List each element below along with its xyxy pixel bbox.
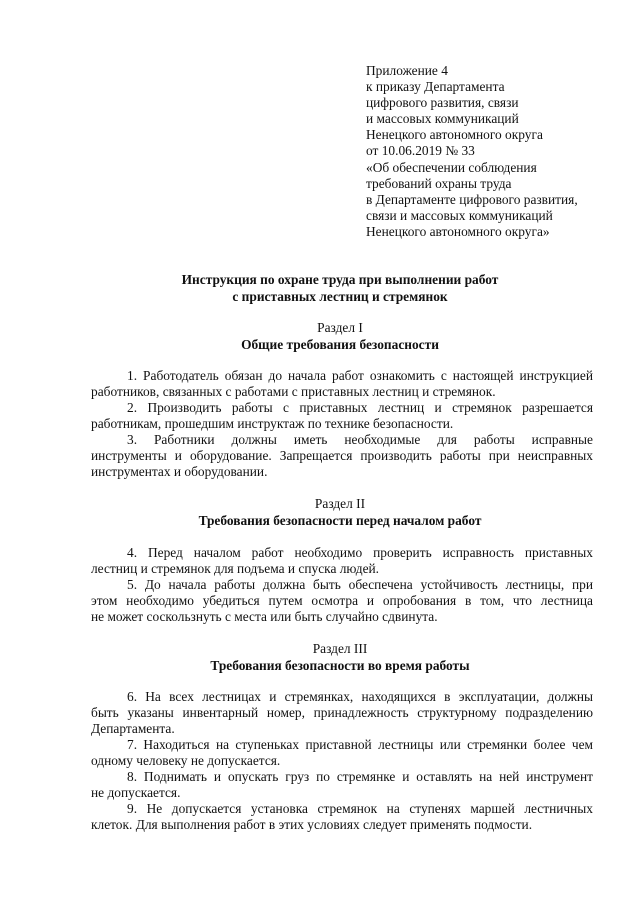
paragraph-line: инструменты и оборудование. Запрещается производить работы при неисправных <box>91 448 593 464</box>
paragraph <box>91 769 593 801</box>
paragraph-line: не может соскользнуть с места или быть случайно сдвинута. <box>91 609 438 625</box>
paragraph <box>91 689 593 737</box>
appendix-line: и массовых коммуникаций <box>366 111 519 127</box>
paragraph <box>91 400 593 432</box>
appendix-line: в Департаменте цифрового развития, <box>366 191 578 207</box>
document-title-line: с приставных лестниц и стремянок <box>232 288 448 304</box>
paragraph-line: 9. Не допускается установка стремянок на ступенях маршей лестничных <box>127 801 593 816</box>
paragraph-line: работников, связанных с работами с приставных лестниц и стремянок. <box>91 384 496 400</box>
appendix-line: требований охраны труда <box>366 175 512 191</box>
paragraph-line: 2. Производить работы с приставных лестниц и стремянок разрешается <box>127 400 593 415</box>
section-title: Требования безопасности перед началом работ <box>198 513 482 528</box>
document-title <box>60 272 620 305</box>
paragraph-line: этом необходимо убедиться путем осмотра и опробования в том, что лестница <box>91 593 593 609</box>
paragraph-line: 1. Работодатель обязан до начала работ ознакомить с настоящей инструкцией <box>127 368 593 383</box>
paragraph-line: 5. До начала работы должна быть обеспечена устойчивость лестницы, при <box>127 577 593 592</box>
paragraph-line: не допускается. <box>91 785 181 801</box>
section-label: Раздел II <box>314 496 366 511</box>
appendix-line: от 10.06.2019 № 33 <box>366 143 475 159</box>
document-title-line: Инструкция по охране труда при выполнении работ <box>181 272 499 287</box>
paragraph <box>91 545 593 577</box>
appendix-line: Приложение 4 <box>366 63 448 78</box>
appendix-line: связи и массовых коммуникаций <box>366 207 553 223</box>
paragraph-line: быть указаны инвентарный номер, принадлежность структурному подразделению <box>91 705 593 721</box>
paragraph-line: 8. Поднимать и опускать груз по стремянке и оставлять на ней инструмент <box>127 769 593 784</box>
paragraph <box>91 368 593 400</box>
section-label: Раздел III <box>312 641 368 656</box>
paragraph-line: Департамента. <box>91 721 175 737</box>
section-title: Требования безопасности во время работы <box>210 658 470 673</box>
appendix-line: Ненецкого автономного округа <box>366 127 543 143</box>
paragraph <box>91 801 593 833</box>
paragraph <box>91 432 593 480</box>
paragraph-line: инструментах и оборудовании. <box>91 464 268 480</box>
paragraph-line: лестниц и стремянок для подъема и спуска людей. <box>91 561 380 577</box>
paragraph <box>91 737 593 769</box>
paragraph-line: 4. Перед началом работ необходимо проверить исправность приставных <box>127 545 593 560</box>
appendix-line: к приказу Департамента <box>366 79 505 95</box>
paragraph-line: клеток. Для выполнения работ в этих условиях следует применять подмости. <box>91 817 533 833</box>
paragraph-line: 6. На всех лестницах и стремянках, находящихся в эксплуатации, должны <box>127 689 593 704</box>
paragraph <box>91 577 593 625</box>
appendix-line: цифрового развития, связи <box>366 95 519 111</box>
section-label: Раздел I <box>317 320 363 335</box>
paragraph-line: одному человеку не допускается. <box>91 753 281 769</box>
appendix-block <box>366 63 628 240</box>
section-title: Общие требования безопасности <box>241 337 439 352</box>
paragraph-line: 3. Работники должны иметь необходимые для работы исправные <box>127 432 593 447</box>
appendix-line: Ненецкого автономного округа» <box>366 223 550 239</box>
appendix-line: «Об обеспечении соблюдения <box>366 159 537 175</box>
paragraph-line: работникам, прошедшим инструктаж по технике безопасности. <box>91 416 454 432</box>
paragraph-line: 7. Находиться на ступеньках приставной лестницы или стремянки более чем <box>127 737 593 752</box>
